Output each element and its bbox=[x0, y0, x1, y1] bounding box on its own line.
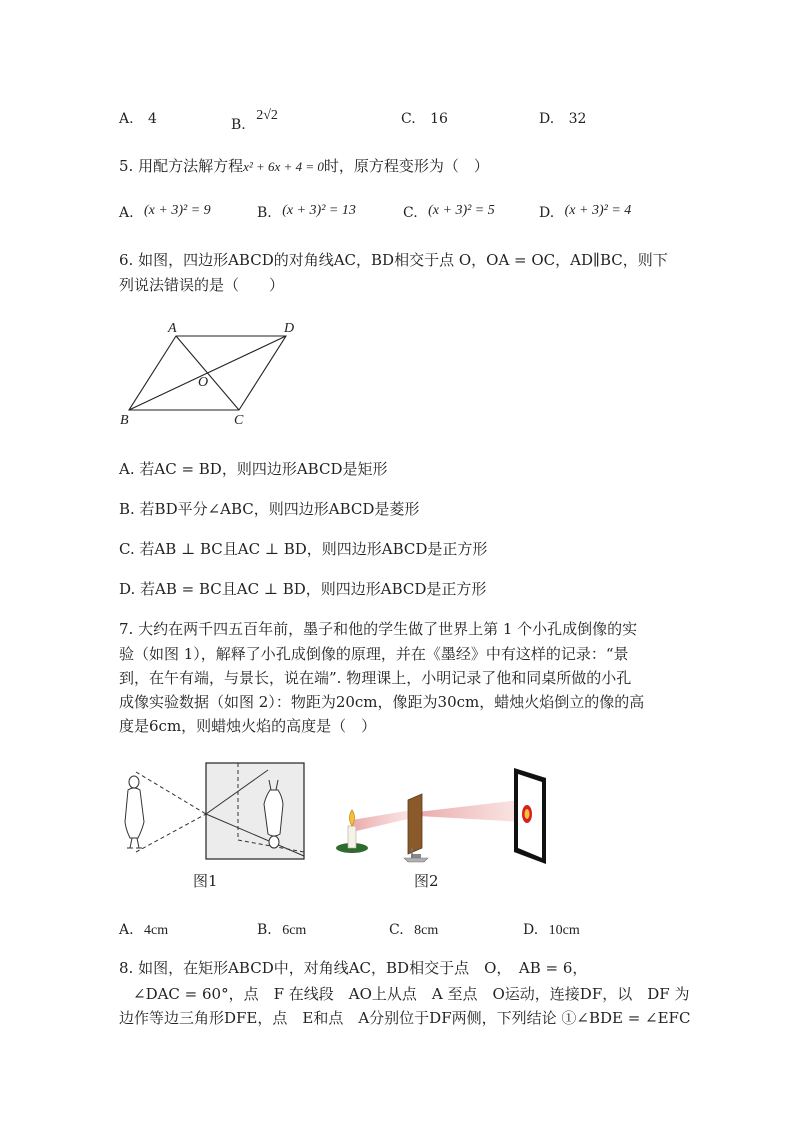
option-letter: C. bbox=[401, 111, 416, 127]
option-text: (x + 3)² = 4 bbox=[564, 203, 632, 218]
q5-prefix: 5. 用配方法解方程 bbox=[119, 157, 244, 175]
q7-stem-line-3: 到，在午有端，与景长，说在端”. 物理课上，小明记录了他和同桌所做的小孔 bbox=[119, 669, 632, 687]
q5-suffix: 时，原方程变形为（ ） bbox=[323, 157, 489, 175]
q7-figure-2-caption: 图2 bbox=[414, 872, 439, 890]
q7-figure-2 bbox=[330, 760, 554, 868]
q7-option-c bbox=[389, 917, 438, 944]
label-d: D bbox=[284, 321, 295, 336]
q6-stem-line-2: 列说法错误的是（ ） bbox=[119, 276, 285, 294]
q5-option-d bbox=[539, 200, 631, 227]
option-text: (x + 3)² = 13 bbox=[282, 203, 356, 218]
q4-option-a bbox=[119, 106, 157, 132]
option-text: 4cm bbox=[144, 923, 169, 938]
q6-option-b: B. 若BD平分∠ABC，则四边形ABCD是菱形 bbox=[119, 500, 420, 518]
q7-option-d bbox=[523, 917, 580, 944]
option-letter: D. bbox=[539, 111, 555, 127]
option-text: (x + 3)² = 9 bbox=[144, 203, 211, 218]
person-icon bbox=[125, 776, 144, 848]
option-text: 6cm bbox=[282, 923, 307, 938]
q7-figure-1 bbox=[118, 760, 310, 864]
option-letter: A. bbox=[119, 922, 134, 938]
q6-stem-line-1: 6. 如图，四边形ABCD的对角线AC，BD相交于点 O，OA = OC，AD∥BC，则下 bbox=[119, 251, 668, 269]
q7-stem-line-4: 成像实验数据（如图 2）：物距为20cm，像距为30cm，蜡烛火焰倒立的像的高 bbox=[119, 693, 645, 711]
option-letter: C. bbox=[403, 205, 418, 221]
option-text: 4 bbox=[148, 111, 157, 127]
option-text: 10cm bbox=[548, 923, 580, 938]
option-letter: D. bbox=[523, 922, 539, 938]
option-letter: D. bbox=[539, 205, 555, 221]
q6-parallelogram-figure bbox=[112, 318, 312, 432]
q8-stem-line-2: ∠DAC = 60°，点 F 在线段 AO上从点 A 至点 O运动，连接DF，以 DF 为 bbox=[133, 985, 690, 1003]
projection-screen-icon bbox=[514, 768, 546, 864]
q5-stem bbox=[119, 153, 489, 180]
label-a: A bbox=[168, 321, 177, 336]
q5-option-b bbox=[257, 200, 356, 227]
q7-option-a bbox=[119, 917, 168, 944]
option-letter: B. bbox=[257, 922, 272, 938]
candle-icon bbox=[336, 810, 368, 853]
q6-option-c: C. 若AB ⊥ BC且AC ⊥ BD，则四边形ABCD是正方形 bbox=[119, 540, 488, 558]
label-c: C bbox=[234, 413, 244, 428]
q6-option-d: D. 若AB = BC且AC ⊥ BD，则四边形ABCD是正方形 bbox=[119, 580, 487, 598]
q8-stem-line-3: 边作等边三角形DFE，点 E和点 A分别位于DF两侧，下列结论 ①∠BDE = ∠EFC bbox=[119, 1009, 691, 1027]
option-letter: A. bbox=[119, 205, 134, 221]
q4-option-c bbox=[401, 106, 448, 132]
option-letter: C. bbox=[389, 922, 404, 938]
option-letter: B. bbox=[257, 205, 272, 221]
q5-option-c bbox=[403, 200, 495, 227]
q5-equation: x² + 6x + 4 = 0 bbox=[243, 159, 324, 174]
q4-option-d bbox=[539, 106, 586, 132]
q7-figure-1-caption: 图1 bbox=[193, 872, 218, 890]
q7-stem-line-1: 7. 大约在两千四五百年前，墨子和他的学生做了世界上第 1 个小孔成倒像的实 bbox=[119, 620, 638, 638]
label-o: O bbox=[198, 375, 209, 390]
option-text: 8cm bbox=[414, 923, 439, 938]
label-b: B bbox=[120, 413, 129, 428]
option-text: 2√2 bbox=[256, 108, 278, 123]
option-text: (x + 3)² = 5 bbox=[428, 203, 495, 218]
q8-stem-line-1: 8. 如图，在矩形ABCD中，对角线AC，BD相交于点 O， AB = 6， bbox=[119, 959, 588, 977]
q4-option-b bbox=[231, 106, 278, 133]
option-letter: A. bbox=[119, 111, 134, 127]
ray-bottom bbox=[136, 814, 206, 852]
option-text: 16 bbox=[430, 111, 448, 127]
ray-top bbox=[136, 772, 206, 814]
pinhole-board-icon bbox=[404, 794, 428, 862]
screen-box bbox=[206, 763, 304, 859]
light-beam-left bbox=[352, 810, 412, 832]
q6-option-a: A. 若AC = BD，则四边形ABCD是矩形 bbox=[119, 460, 388, 478]
q7-option-b bbox=[257, 917, 306, 944]
q7-stem-line-2: 验（如图 1），解释了小孔成倒像的原理，并在《墨经》中有这样的记录：“景 bbox=[119, 645, 629, 663]
q5-option-a bbox=[119, 200, 211, 227]
light-beam-right bbox=[418, 800, 524, 822]
q7-stem-line-5: 度是6cm，则蜡烛火焰的高度是（ ） bbox=[119, 717, 377, 735]
option-text: 32 bbox=[568, 111, 587, 127]
option-letter: B. bbox=[231, 117, 246, 133]
